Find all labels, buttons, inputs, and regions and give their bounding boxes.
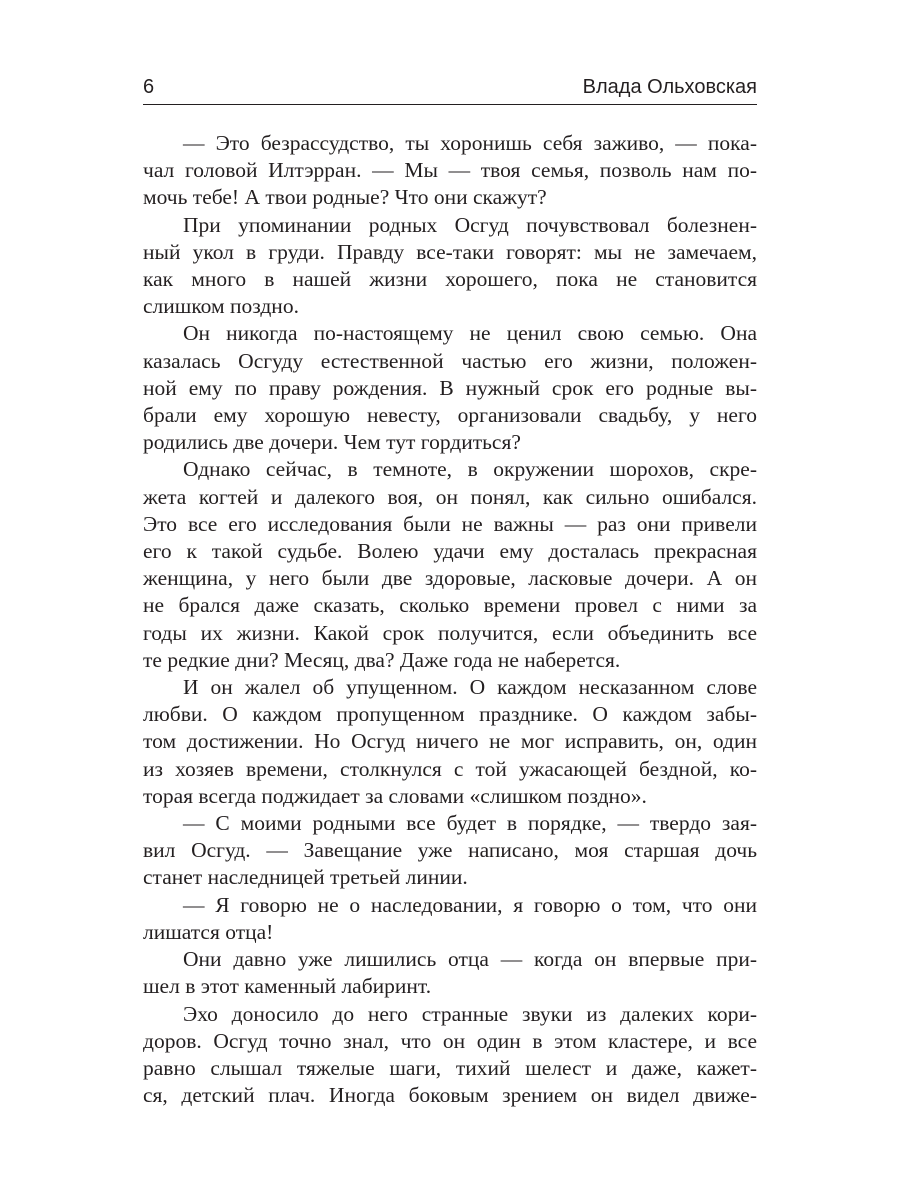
paragraph <box>143 320 757 456</box>
text-line: слишком поздно. <box>143 294 299 319</box>
text-line: станет наследницей третьей линии. <box>143 865 468 890</box>
paragraph <box>143 212 757 321</box>
text-line: Он никогда по-настоящему не ценил свою семью. Она <box>183 321 757 346</box>
text-line: как много в нашей жизни хорошего, пока не становится <box>143 267 757 292</box>
paragraph <box>143 892 757 946</box>
text-line: Однако сейчас, в темноте, в окружении шорохов, скре- <box>183 457 757 482</box>
text-line: казалась Осгуду естественной частью его жизни, положен- <box>143 348 757 373</box>
text-line: не брался даже сказать, сколько времени провел с ними за <box>143 593 757 618</box>
page-header <box>143 76 757 104</box>
text-line: годы их жизни. Какой срок получится, если объединить все <box>143 620 757 645</box>
running-head-author: Влада Ольховская <box>582 76 757 98</box>
text-line: ной ему по праву рождения. В нужный срок его родные вы- <box>143 375 757 400</box>
text-line: торая всегда поджидает за словами «слишком поздно». <box>143 783 647 808</box>
text-line: вил Осгуд. — Завещание уже написано, моя старшая дочь <box>143 838 757 863</box>
text-line: И он жалел об упущенном. О каждом несказанном слове <box>183 675 757 700</box>
text-line: ный укол в груди. Правду все-таки говорят: мы не замечаем, <box>143 239 757 264</box>
header-rule <box>143 104 757 105</box>
text-line: ся, детский плач. Иногда боковым зрением он видел движе- <box>143 1083 757 1108</box>
text-line: равно слышал тяжелые шаги, тихий шелест и даже, кажет- <box>143 1055 757 1080</box>
text-line: — Я говорю не о наследовании, я говорю о том, что они <box>183 892 757 917</box>
paragraph <box>143 810 757 892</box>
text-line: — С моими родными все будет в порядке, — твердо зая- <box>183 811 757 836</box>
text-line: Эхо доносило до него странные звуки из далеких кори- <box>183 1001 757 1026</box>
paragraph <box>143 674 757 810</box>
text-line: том достижении. Но Осгуд ничего не мог исправить, он, один <box>143 729 757 754</box>
text-line: те редкие дни? Месяц, два? Даже года не наберется. <box>143 647 621 672</box>
text-line: доров. Осгуд точно знал, что он один в этом кластере, и все <box>143 1028 757 1053</box>
text-line: лишатся отца! <box>143 919 274 944</box>
text-line: женщина, у него были две здоровые, ласковые дочери. А он <box>143 566 757 591</box>
text-line: шел в этот каменный лабиринт. <box>143 974 432 999</box>
text-line: любви. О каждом пропущенном празднике. О каждом забы- <box>143 702 757 727</box>
text-line: Это все его исследования были не важны — раз они привели <box>143 511 757 536</box>
text-line: из хозяев времени, столкнулся с той ужасающей бездной, ко- <box>143 756 757 781</box>
text-line: мочь тебе! А твои родные? Что они скажут? <box>143 185 547 210</box>
page-number: 6 <box>143 76 155 98</box>
paragraph <box>143 946 757 1000</box>
text-line: — Это безрассудство, ты хоронишь себя заживо, — пока- <box>183 131 757 155</box>
body-text <box>143 130 757 1109</box>
text-line: жета когтей и далекого воя, он понял, как сильно ошибался. <box>143 484 757 509</box>
paragraph <box>143 1001 757 1110</box>
text-line: Они давно уже лишились отца — когда он впервые при- <box>183 947 757 972</box>
paragraph <box>143 130 757 212</box>
paragraph <box>143 456 757 674</box>
text-line: его к такой судьбе. Волею удачи ему досталась прекрасная <box>143 539 757 564</box>
text-line: родились две дочери. Чем тут гордиться? <box>143 430 521 455</box>
text-line: При упоминании родных Осгуд почувствовал болезнен- <box>183 212 757 237</box>
text-line: брали ему хорошую невесту, организовали свадьбу, у него <box>143 403 757 428</box>
text-line: чал головой Илтэрран. — Мы — твоя семья, позволь нам по- <box>143 158 757 183</box>
